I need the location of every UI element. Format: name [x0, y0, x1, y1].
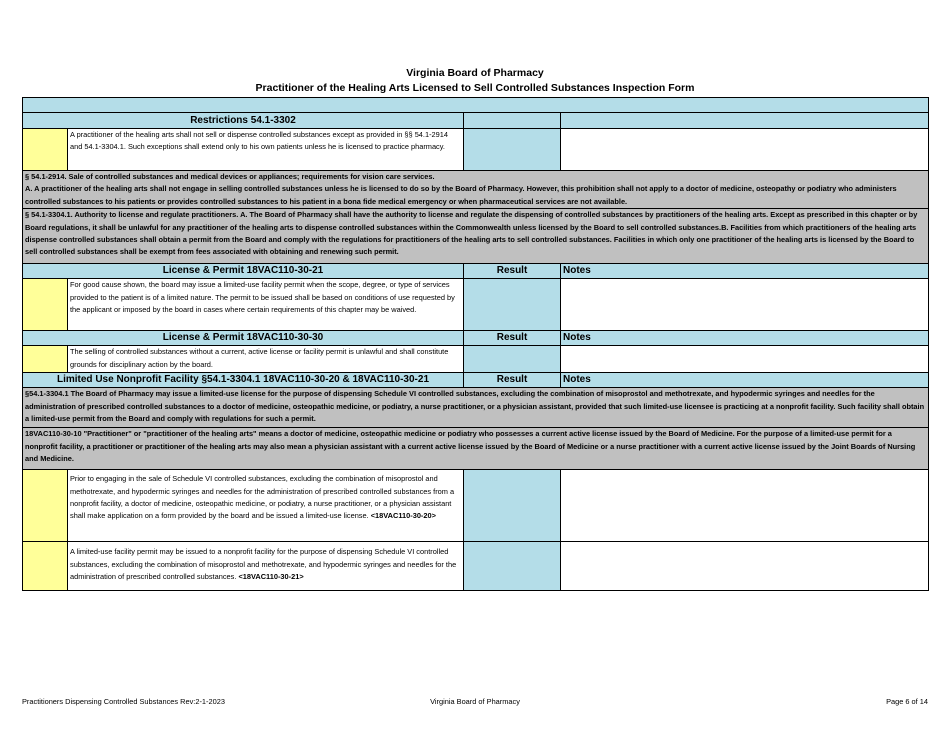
result-cell[interactable] [464, 129, 561, 171]
reference-text-3304: § 54.1-3304.1. Authority to license and regulate practitioners. A. The Board of Pharmacy shall have the authority to license and regulate the dispensing of controlled substances by practitioners of the healing arts. Except as prescribed in this chapter or by Board regulations, it shall be unlawful for any practitioner of the healing arts to dispense controlled substances within the Commonwealth unless licensed by the Board to sell controlled substances.B. Facilities from which practitioners of the healing arts dispense controlled substances shall obtain a permit from the Board and comply with the regulations for practitioners of the healing arts to sell controlled substances. Facilities in which only one practitioner of the healing arts is licensed by the Board to sell controlled substances shall be exempt from fees associated with obtaining and renewing such permit. [23, 209, 929, 264]
reference-text-2914: § 54.1-2914. Sale of controlled substances and medical devices or appliances; requirements for vision care services. A. A practitioner of the healing arts shall not engage in selling controlled substances unless he is licensed to do so by the Board of Pharmacy. However, this prohibition shall not apply to a doctor of medicine, osteopathy or podiatry who administers controlled substances to his patients or provides controlled substances to his patient in a bona fide medical emergency or when pharmaceutical services are not available. [23, 171, 929, 209]
item-text: For good cause shown, the board may issue a limited-use facility permit when the scope, degree, or type of services provided to the patient is of a limited nature. The permit to be issued shall be based on conditions of use requested by the applicant or imposed by the board in cases where certain requirements of this chapter may be waived. [68, 279, 464, 331]
inspection-table [22, 97, 929, 591]
item-text [68, 542, 464, 591]
notes-cell[interactable] [561, 129, 929, 171]
notes-column-label: Notes [561, 373, 929, 388]
footer-agency: Virginia Board of Pharmacy [430, 697, 520, 706]
result-header-cell [464, 113, 561, 129]
reference-text-definition: 18VAC110-30-10 "Practitioner" or "practitioner of the healing arts" means a doctor of medicine, osteopathic medicine or podiatry who possesses a current active license issued by the Board of Medicine. For the purpose of a limited-use permit for a nonprofit facility, a practitioner or practitioner of the healing arts may also mean a physician assistant with a current active license issued by the Board of Medicine or a nurse practitioner with a current active license issued by the Joint Boards of Nursing and Medicine. [23, 428, 929, 470]
checkbox-cell[interactable] [23, 470, 68, 542]
item-body: Prior to engaging in the sale of Schedule VI controlled substances, excluding the combination of misoprostol and methotrexate, and hypodermic syringes and needles for the administration of prescribed controlled substances from a nonprofit facility, a doctor of medicine, osteopathic medicine, or podiatry, a nurse practitioner, or a physician assistant shall make application on a form provided by the board and be issued a limited-use license. [70, 474, 455, 521]
item-text: A practitioner of the healing arts shall not sell or dispense controlled substances except as provided in §§ 54.1-2914 and 54.1-3304.1. Such exceptions shall extend only to his own patients unless he is licensed to practice pharmacy. [68, 129, 464, 171]
top-bar [23, 98, 929, 113]
section-heading-license-permit-21: License & Permit 18VAC110-30-21 [23, 264, 464, 279]
section-heading-restrictions: Restrictions 54.1-3302 [23, 113, 464, 129]
notes-column-label: Notes [561, 264, 929, 279]
section-heading-license-permit-30: License & Permit 18VAC110-30-30 [23, 331, 464, 346]
footer-page-number: Page 6 of 14 [886, 697, 928, 706]
result-column-label: Result [464, 264, 561, 279]
item-body: A limited-use facility permit may be issued to a nonprofit facility for the purpose of dispensing Schedule VI controlled substances, excluding the combination of misoprostol and methotrexate, and hypodermic syringes and needles for the administration of prescribed controlled substances. [70, 547, 457, 582]
result-cell[interactable] [464, 542, 561, 591]
checkbox-cell[interactable] [23, 346, 68, 373]
notes-cell[interactable] [561, 346, 929, 373]
result-column-label: Result [464, 331, 561, 346]
result-cell[interactable] [464, 470, 561, 542]
form-agency-title: Virginia Board of Pharmacy [406, 67, 544, 79]
notes-header-cell [561, 113, 929, 129]
notes-column-label: Notes [561, 331, 929, 346]
notes-cell[interactable] [561, 542, 929, 591]
notes-cell[interactable] [561, 470, 929, 542]
item-citation: <18VAC110-30-21> [238, 572, 304, 582]
reference-text-3304-limited: §54.1-3304.1 The Board of Pharmacy may issue a limited-use license for the purpose of dispensing Schedule VI controlled substances, excluding the combination of misoprostol and methotrexate, and hypodermic syringes and needles for the administration of prescribed controlled substances to a doctor of medicine, osteopathic medicine, or podiatry, a nurse practitioner, or a physician assistant, provided that such limited-use licensee is practicing at a nonprofit facility. Such facility shall obtain a limited-use permit from the Board and comply with regulations for such a permit. [23, 388, 929, 428]
section-heading-limited-use-nonprofit: Limited Use Nonprofit Facility §54.1-3304.1 18VAC110-30-20 & 18VAC110-30-21 [23, 373, 464, 388]
footer-revision: Practitioners Dispensing Controlled Substances Rev:2-1-2023 [22, 697, 225, 706]
item-text [68, 470, 464, 542]
form-title: Practitioner of the Healing Arts Licensed to Sell Controlled Substances Inspection Form [255, 82, 695, 94]
checkbox-cell[interactable] [23, 542, 68, 591]
checkbox-cell[interactable] [23, 129, 68, 171]
item-citation: <18VAC110-30-20> [370, 511, 436, 521]
result-column-label: Result [464, 373, 561, 388]
result-cell[interactable] [464, 279, 561, 331]
checkbox-cell[interactable] [23, 279, 68, 331]
item-text: The selling of controlled substances without a current, active license or facility permit is unlawful and shall constitute grounds for disciplinary action by the board. [68, 346, 464, 373]
notes-cell[interactable] [561, 279, 929, 331]
result-cell[interactable] [464, 346, 561, 373]
